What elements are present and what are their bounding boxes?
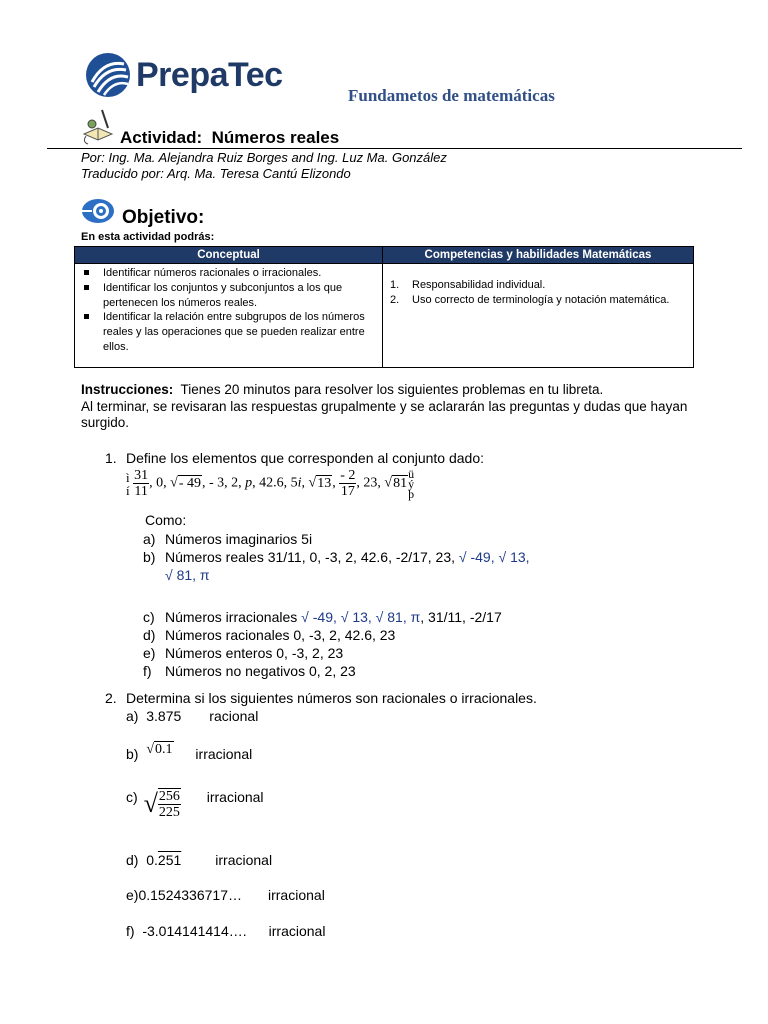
prepatec-logo-icon: [84, 52, 132, 103]
objective-subtitle: En esta actividad podrás:: [81, 231, 215, 243]
activity-title: Actividad: Números reales: [120, 128, 340, 147]
q2-item-b: b) √0.1 irracional: [126, 742, 253, 762]
translator-line: Traducido por: Arq. Ma. Teresa Cantú Elizondo: [81, 166, 351, 181]
fraction: $\frac{256}{225}$: [158, 789, 180, 820]
fraction: $\frac{31}{11}$: [134, 468, 149, 499]
list-item: b) Números reales 31/11, 0, -3, 2, 42.6, -2/17, 23, √ -49, √ 13,: [143, 549, 530, 565]
list-item: Identificar los conjuntos y subconjuntos a los que pertenecen los números reales.: [103, 281, 376, 311]
authors-line: Por: Ing. Ma. Alejandra Ruiz Borges and Ing. Luz Ma. González: [81, 150, 447, 165]
list-item: e) Números enteros 0, -3, 2, 23: [143, 645, 344, 661]
q2-item-c: c) √ $\frac{256}{225}$ irracional: [126, 788, 264, 820]
question-2-number: 2.: [105, 690, 117, 706]
objective-title: Objetivo:: [122, 207, 205, 228]
list-item: d) Números racionales 0, -3, 2, 42.6, 23: [143, 627, 396, 643]
list-item: 2. Uso correcto de terminología y notación matemática.: [390, 294, 670, 306]
list-item: f) Números no negativos 0, 2, 23: [143, 663, 356, 679]
question-2-prompt: Determina si los siguientes números son racionales o irracionales.: [126, 690, 537, 706]
q2-item-f: f) -3.014141414…. irracional: [126, 923, 326, 939]
q2-item-e: e)0.1524336717… irracional: [126, 887, 325, 903]
q2-item-a: a) 3.875 racional: [126, 708, 259, 724]
question-1-prompt: Define los elementos que corresponden al conjunto dado:: [126, 450, 485, 466]
competencias-cell: [383, 264, 694, 368]
conceptual-cell: [75, 264, 383, 368]
q2-item-d: d) 0.251 irracional: [126, 852, 273, 868]
conceptual-list: [75, 266, 382, 355]
competencias-list: [383, 278, 693, 308]
list-item: Identificar la relación entre subgrupos de los números reales y las operaciones que se pueden realizar entre ellos.: [103, 310, 376, 354]
list-item: Identificar números racionales o irracionales.: [103, 266, 376, 281]
course-title: Fundametos de matemáticas: [348, 86, 555, 105]
fraction: $\frac{- 2}{17}$: [340, 468, 356, 499]
header-divider: [47, 148, 742, 149]
brand-name: PrepaTec: [136, 56, 283, 94]
list-item: 1. Responsabilidad individual.: [390, 279, 546, 291]
list-item: a) Números imaginarios 5i: [143, 531, 313, 547]
competencies-table: [74, 246, 694, 368]
list-item: √ 81, π: [165, 567, 210, 583]
col-header-competencias: Competencias y habilidades Matemáticas: [383, 247, 694, 264]
instructions-label: Instrucciones:: [81, 382, 174, 397]
col-header-conceptual: Conceptual: [75, 247, 383, 264]
given-set: ì í $\frac{31}{11}$ , 0, √- 49, - 3, 2, p, 42.6, 5i, √13, $\frac{- 2}{17}$ , 23, √81 ü ý þ: [126, 466, 415, 501]
instructions: Instrucciones: Tienes 20 minutos para resolver los siguientes problemas en tu libreta. Al terminar, se revisaran las respuestas grupalmente y se aclararán las preguntas y dudas que hayan surgido.: [81, 382, 688, 430]
answers-list: [143, 530, 530, 680]
question-1-number: 1.: [105, 450, 117, 466]
activity-clipart-icon: [78, 106, 118, 151]
target-eye-icon: [80, 196, 116, 231]
como-label: Como:: [145, 512, 187, 528]
list-item: c) Números irracionales √ -49, √ 13, √ 81, π, 31/11, -2/17: [143, 609, 502, 625]
